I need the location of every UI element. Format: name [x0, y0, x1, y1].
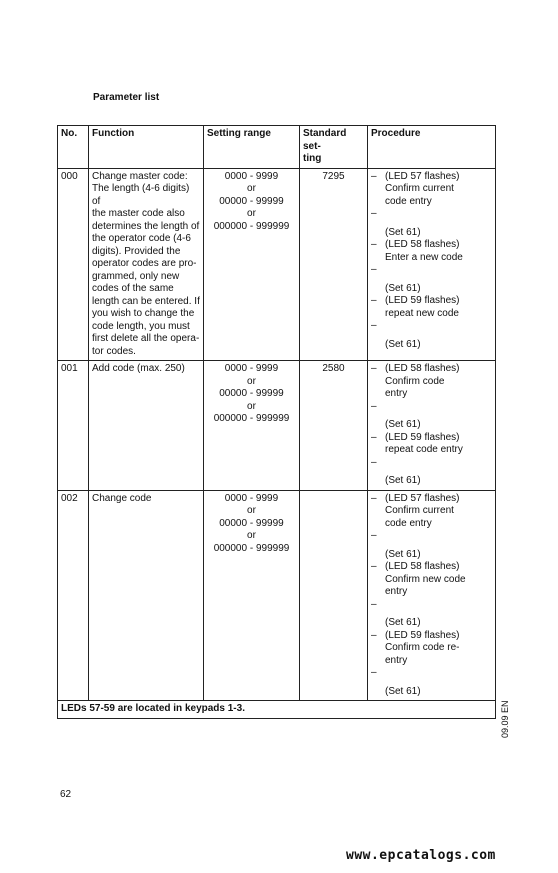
- procedure-step: [371, 686, 492, 699]
- function-line: tor codes.: [92, 345, 136, 357]
- parameter-table: [57, 125, 496, 719]
- procedure-text: (Set 61): [385, 419, 421, 430]
- function-line: you wish to change the: [92, 308, 195, 319]
- procedure-step: [371, 264, 492, 277]
- dash-bullet: –: [371, 667, 377, 678]
- cell-function: [89, 168, 204, 361]
- range-line: 0000 - 9999: [224, 492, 279, 504]
- procedure-step: [371, 599, 492, 612]
- function-line: digits). Provided the: [92, 245, 181, 257]
- dash-bullet: –: [371, 431, 377, 443]
- procedure-step: [371, 493, 492, 531]
- dash-bullet: [371, 686, 385, 699]
- column-header-setting-range: Setting range: [204, 126, 300, 169]
- procedure-step: [371, 549, 492, 562]
- dash-bullet: –: [371, 456, 377, 468]
- procedure-text: (LED 59 flashes) Confirm code re- entry: [385, 629, 460, 666]
- procedure-text: (LED 57 flashes) Confirm current code entry: [385, 170, 460, 207]
- procedure-step: [371, 401, 492, 414]
- range-line: 00000 - 99999: [219, 388, 284, 399]
- procedure-text: (LED 58 flashes) Confirm new code entry: [385, 561, 466, 597]
- table-row: [58, 168, 496, 361]
- range-line: or: [247, 375, 256, 387]
- range-line: or: [247, 505, 256, 516]
- procedure-text: (LED 58 flashes) Confirm code entry: [385, 363, 460, 399]
- table-header-row: [58, 126, 496, 169]
- dash-bullet: –: [371, 492, 377, 504]
- dash-bullet: –: [371, 598, 377, 610]
- procedure-text: (LED 58 flashes) Enter a new code: [385, 239, 463, 263]
- procedure-step: [371, 432, 492, 457]
- procedure-step: [371, 171, 492, 209]
- procedure-step: [371, 530, 492, 543]
- dash-bullet: –: [371, 320, 377, 331]
- dash-bullet: –: [371, 239, 377, 250]
- range-line: or: [247, 208, 256, 219]
- dash-bullet: [371, 549, 385, 562]
- function-line: Change code: [92, 492, 152, 504]
- procedure-step: [371, 208, 492, 221]
- table-row: [58, 490, 496, 701]
- cell-no: 002: [58, 490, 89, 701]
- function-line: determines the length of: [92, 220, 200, 232]
- procedure-text: [385, 320, 492, 333]
- column-header-no: No.: [58, 126, 89, 169]
- cell-procedure: [368, 168, 496, 361]
- range-line: 000000 - 999999: [213, 542, 290, 554]
- procedure-text: [385, 208, 492, 221]
- dash-bullet: [371, 339, 385, 352]
- cell-setting-range: [204, 361, 300, 491]
- dash-bullet: –: [371, 400, 377, 412]
- cell-standard-setting: 7295: [300, 168, 368, 361]
- function-line: the master code also: [92, 208, 185, 219]
- dash-bullet: –: [371, 363, 377, 374]
- procedure-text: (LED 59 flashes) repeat code entry: [385, 431, 463, 455]
- function-line: codes of the same: [92, 283, 174, 294]
- procedure-step: [371, 339, 492, 352]
- procedure-text: [385, 667, 492, 680]
- cell-procedure: [368, 490, 496, 701]
- footer-note-row: [58, 701, 496, 719]
- dash-bullet: –: [371, 629, 377, 641]
- cell-setting-range: [204, 490, 300, 701]
- cell-no: 001: [58, 361, 89, 491]
- procedure-text: (Set 61): [385, 617, 421, 628]
- function-line: length can be entered. If: [92, 295, 200, 307]
- dash-bullet: [371, 475, 385, 488]
- function-line: Change master code:: [92, 170, 188, 182]
- range-line: 00000 - 99999: [219, 195, 284, 207]
- revision-code: 09.09 EN: [500, 700, 510, 738]
- function-line: The length (4-6 digits) of: [92, 183, 190, 207]
- dash-bullet: –: [371, 561, 377, 572]
- procedure-text: (LED 59 flashes) repeat new code: [385, 295, 460, 319]
- procedure-text: (Set 61): [385, 226, 421, 238]
- procedure-text: (Set 61): [385, 338, 421, 350]
- procedure-text: (LED 57 flashes) Confirm current code entry: [385, 492, 460, 529]
- procedure-step: [371, 320, 492, 333]
- procedure-step: [371, 630, 492, 668]
- range-line: or: [247, 400, 256, 412]
- column-header-standard-setting: Standard set- ting: [300, 126, 368, 169]
- range-line: 0000 - 9999: [224, 363, 279, 374]
- cell-procedure: [368, 361, 496, 491]
- procedure-text: [385, 530, 492, 543]
- range-line: 00000 - 99999: [219, 517, 284, 529]
- procedure-step: [371, 617, 492, 630]
- procedure-step: [371, 457, 492, 470]
- cell-standard-setting: 2580: [300, 361, 368, 491]
- function-line: Add code (max. 250): [92, 363, 185, 374]
- procedure-step: [371, 475, 492, 488]
- cell-no: 000: [58, 168, 89, 361]
- page-number: 62: [60, 789, 72, 800]
- section-heading: Parameter list: [93, 92, 160, 103]
- procedure-step: [371, 227, 492, 240]
- procedure-step: [371, 239, 492, 264]
- watermark: www.epcatalogs.com: [346, 848, 496, 863]
- dash-bullet: [371, 283, 385, 296]
- cell-standard-setting: [300, 490, 368, 701]
- procedure-text: [385, 457, 492, 470]
- column-header-function: Function: [89, 126, 204, 169]
- procedure-step: [371, 419, 492, 432]
- procedure-text: [385, 599, 492, 612]
- range-line: 000000 - 999999: [213, 220, 290, 232]
- procedure-step: [371, 283, 492, 296]
- procedure-step: [371, 295, 492, 320]
- dash-bullet: –: [371, 208, 377, 219]
- procedure-text: (Set 61): [385, 282, 421, 294]
- footer-note: LEDs 57-59 are located in keypads 1-3.: [58, 701, 496, 719]
- table-row: [58, 361, 496, 491]
- function-line: code length, you must: [92, 320, 190, 332]
- procedure-text: (Set 61): [385, 548, 421, 560]
- function-line: grammed, only new: [92, 270, 180, 282]
- dash-bullet: –: [371, 170, 377, 182]
- cell-function: [89, 490, 204, 701]
- cell-setting-range: [204, 168, 300, 361]
- procedure-text: (Set 61): [385, 685, 421, 697]
- range-line: or: [247, 183, 256, 194]
- procedure-step: [371, 561, 492, 599]
- procedure-text: [385, 264, 492, 277]
- procedure-step: [371, 667, 492, 680]
- procedure-text: (Set 61): [385, 475, 421, 486]
- dash-bullet: –: [371, 264, 377, 275]
- procedure-step: [371, 363, 492, 401]
- function-line: the operator code (4-6: [92, 233, 191, 244]
- cell-function: [89, 361, 204, 491]
- dash-bullet: [371, 419, 385, 432]
- range-line: 000000 - 999999: [213, 413, 290, 424]
- procedure-text: [385, 401, 492, 414]
- dash-bullet: [371, 227, 385, 240]
- range-line: or: [247, 530, 256, 541]
- column-header-procedure: Procedure: [368, 126, 496, 169]
- function-line: operator codes are pro-: [92, 258, 197, 269]
- dash-bullet: [371, 617, 385, 630]
- range-line: 0000 - 9999: [224, 170, 279, 182]
- dash-bullet: –: [371, 295, 377, 306]
- function-line: first delete all the opera-: [92, 333, 200, 344]
- dash-bullet: –: [371, 530, 377, 541]
